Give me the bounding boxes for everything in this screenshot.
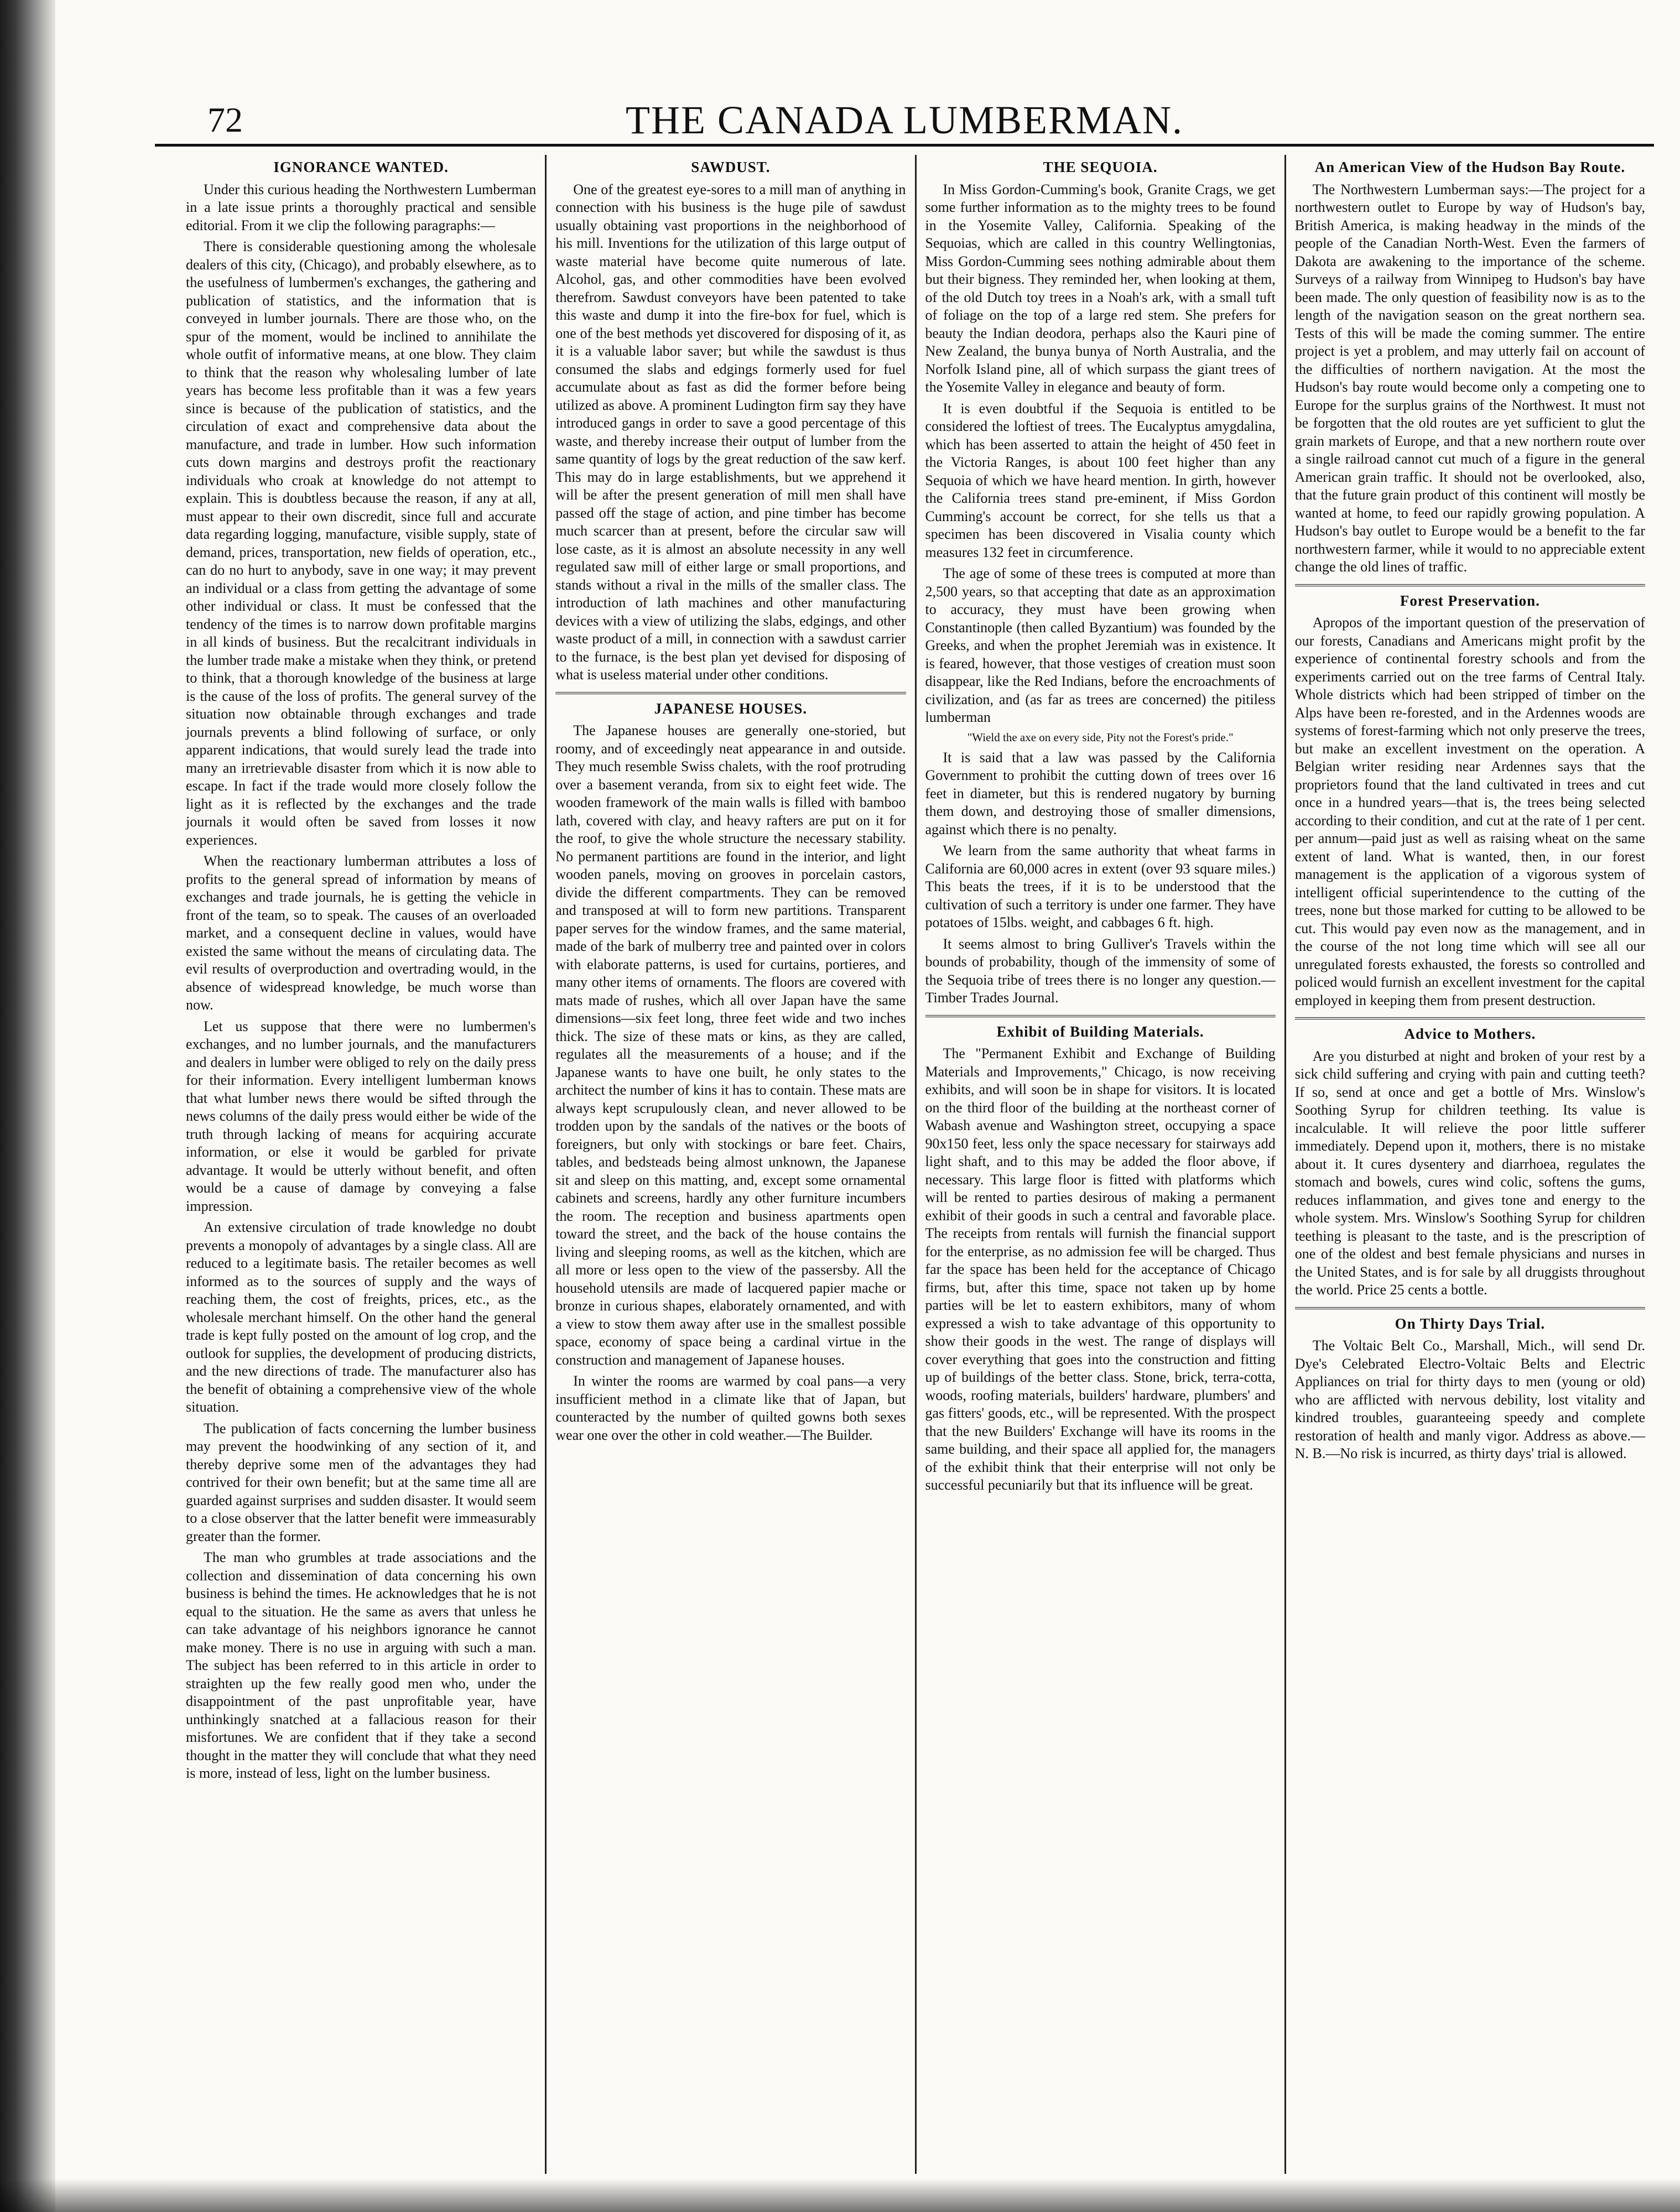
article-headline: SAWDUST.: [691, 159, 771, 175]
article-paragraph: Let us suppose that there were no lumbermen's exchanges, and no lumber journals, and the manufacturers and dealers in lumber were obliged to rely on the daily press for their information. Every intelligent lumberman knows that what lumber news there would be sifted through the news columns of the daily press would either be wide of the truth through lacking of means for acquiring accurate information, or else it would be garbled for private advantage. It would be utterly without benefit, and often would be a cause of damage by conveying a false impression.: [186, 1018, 537, 1214]
article-paragraph: It is said that a law was passed by the California Government to prohibit the cutting down of trees over 16 feet in diameter, but this is rendered nugatory by burning them down, and destroying those of smaller dimensions, against which there is no penalty.: [925, 749, 1276, 837]
article: [1295, 1307, 1645, 1463]
article: [555, 158, 906, 684]
page-number: 72: [207, 100, 243, 139]
article-paragraph: The Northwestern Lumberman says:—The project for a northwestern outlet to Europe by way of Hudson's bay, British America, is making headway in the minds of the people of the Canadian North-West. Even the farmers of Dakota are awakening to the importance of the scheme. Surveys of a railway from Winnipeg to Hudson's bay have been made. The only question of feasibility now is as to the length of the navigation season on the great northern sea. Tests of this will be made the coming summer. The entire project is yet a problem, and may utterly fail on account of the difficulties of northern navigation. At the most the Hudson's bay route would become only a competing one to Europe for the surplus grains of the Northwest. It must not be forgotten that the old routes are yet sufficient to glut the grain markets of Europe, and that a new northern route over a single railroad cannot cut much of a figure in the general American grain traffic. It should not be overlooked, also, that the future grain product of this continent will mostly be wanted at home, to feed our rapidly growing population. A Hudson's bay outlet to Europe would be a benefit to the far northwestern farmer, while it would to no appreciable extent change the old lines of traffic.: [1294, 181, 1645, 575]
column-2: [547, 155, 916, 2174]
column-3: [917, 155, 1286, 2174]
section-divider: [1295, 584, 1645, 586]
page-bottom-shadow: [0, 2179, 1680, 2212]
columns: [177, 155, 1654, 2174]
article-paragraph: When the reactionary lumberman attributes a loss of profits to the general spread of information by means of exchanges and trade journals, he is getting the vehicle in front of the team, so to speak. The causes of an overloaded market, and a consequent decline in values, would have existed the same without the means of circulating data. The evil results of overproduction and overtrading would, in the absence of widespread knowledge, be much worse than now.: [186, 853, 537, 1013]
article-paragraph: We learn from the same authority that wheat farms in California are 60,000 acres in extent (over 93 square miles.) This beats the trees, if it is to be understood that the cultivation of such a territory is under one farmer. They have potatoes of 15lbs. weight, and cabbages 6 ft. high.: [925, 842, 1276, 930]
section-divider: [1295, 1017, 1645, 1019]
article-paragraph: The publication of facts concerning the lumber business may prevent the hoodwinking of any section of it, and thereby deprive some men of the advantages they had contrived for their own benefit; but at the same time all are guarded against surprises and sudden disaster. It would seem to a close observer that the latter benefit were immeasurably greater than the former.: [186, 1420, 537, 1544]
article-paragraph: One of the greatest eye-sores to a mill man of anything in connection with his business is the huge pile of sawdust usually obtaining vast proportions in the neighborhood of his mill. Inventions for the utilization of this large output of waste material have become quite numerous of late. Alcohol, gas, and other commodities have been evolved therefrom. Sawdust conveyors have been patented to take this waste and dump it into the fire-box for fuel, which is one of the best methods yet discovered for disposing of it, as it is a valuable labor saver; but while the sawdust is thus consumed the slabs and edgings formerly used for fuel accumulate about as fast as did the former before being utilized as above. A prominent Ludington firm say they have introduced gangs in order to save a good percentage of this waste, and thereby increase their output of lumber from the same quantity of logs by the great reduction of the saw kerf. This may do in large establishments, but we apprehend it will be after the present generation of mill men shall have passed off the stage of action, and pine timber has become much scarcer than at present, before the circular saw will lose caste, as it is almost an absolute necessity in any well regulated saw mill of either large or small proportions, and stands without a rival in the mills of the smaller class. The introduction of lath machines and other manufacturing devices with a view of utilizing the slabs, edgings, and other waste product of a mill, in connection with a sawdust carrier to the furnace, is the best plan yet devised for disposing of what is useless material under other conditions.: [555, 181, 906, 683]
article-paragraph: The Japanese houses are generally one-storied, but roomy, and of exceedingly neat appearance in and outside. They much resemble Swiss chalets, with the roof protruding over a basement veranda, from six to eight feet wide. The wooden framework of the main walls is filled with bamboo lath, covered with clay, and heavy rafters are put on it for the roof, to give the whole structure the necessary stability. No permanent partitions are found in the interior, and light wooden panels, moving on grooves in porcelain castors, divide the different compartments. They can be removed and transposed at will to form new partitions. Transparent paper serves for the window frames, and the same material, made of the bark of mulberry tree and painted over in colors with elaborate patterns, is used for curtains, portieres, and many other items of ornaments. The floors are covered with mats made of rushes, which all over Japan have the same dimensions—six feet long, three feet wide and two inches thick. The size of these mats or kins, as they are called, regulates all the measurements of a house; and if the Japanese wants to have one built, he only states to the architect the number of kins it has to contain. These mats are always kept scrupulously clean, and never allowed to be trodden upon by the sandals of the natives or the boots of foreigners, but only with stockings or bare feet. Chairs, tables, and bedsteads being almost unknown, the Japanese sit and sleep on this matting, and, except some ornamental cabinets and screens, hardly any other furniture incumbers the room. The reception and business apartments open toward the street, and the back of the house contains the living and sleeping rooms, as well as the kitchen, which are all more or less open to the view of the passersby. All the household utensils are made of lacquered papier mache or bronze in curious shapes, elaborately ornamented, and with a view to stow them away after use in the smallest possible space, economy of space being a cardinal virtue in the construction and management of Japanese houses.: [555, 722, 906, 1368]
article-headline: Exhibit of Building Materials.: [996, 1023, 1204, 1040]
masthead: [155, 94, 1654, 147]
article-headline: Forest Preservation.: [1400, 592, 1540, 609]
article: [1295, 158, 1645, 576]
newspaper-page: [155, 94, 1654, 2174]
article-paragraph: The Voltaic Belt Co., Marshall, Mich., will send Dr. Dye's Celebrated Electro-Voltaic Belts and Electric Appliances on trial for thirty days to men (young or old) who are afflicted with nervous debility, lost vitality and kindred troubles, guaranteeing speedy and complete restoration of health and manly vigor. Address as above.—N. B.—No risk is incurred, as thirty days' trial is allowed.: [1294, 1337, 1645, 1461]
column-4: [1286, 155, 1654, 2174]
article-paragraph: The man who grumbles at trade associations and the collection and dissemination of data concerning his own business is behind the times. He acknowledges that he is not equal to the situation. He the same as avers that unless he can take advantage of his neighbors ignorance he cannot make money. There is no use in arguing with such a man. The subject has been referred to in this article in order to straighten up the few really good men who, under the disappointment of the past unprofitable year, have unthinkingly snatched at a fallacious reason for their misfortunes. We are confident that if they take a second thought in the matter they will conclude that what they need is more, instead of less, light on the lumber business.: [186, 1549, 537, 1781]
article-paragraph: Under this curious heading the Northwestern Lumberman in a late issue prints a thoroughly practical and sensible editorial. From it we clip the following paragraphs:—: [186, 181, 537, 233]
newspaper-title: THE CANADA LUMBERMAN.: [625, 98, 1184, 142]
article-headline: Advice to Mothers.: [1404, 1026, 1536, 1042]
article-paragraph: It is even doubtful if the Sequoia is entitled to be considered the loftiest of trees. The Eucalyptus amygdalina, which has been asserted to attain the height of 450 feet in the Victoria Ranges, is about 100 feet higher than any Sequoia of which we have heard mention. In girth, however the California trees stand pre-eminent, if Miss Gordon Cumming's account be correct, for she tells us that a specimen has been discovered in Visalia county which measures 132 feet in circumference.: [925, 400, 1276, 560]
article: [1295, 584, 1645, 1010]
article-headline: THE SEQUOIA.: [1043, 159, 1158, 175]
verse-quote: "Wield the axe on every side, Pity not the Forest's pride.": [967, 730, 1234, 744]
article-headline: IGNORANCE WANTED.: [273, 159, 449, 175]
article-headline: An American View of the Hudson Bay Route.: [1314, 159, 1626, 175]
article-headline: On Thirty Days Trial.: [1395, 1315, 1546, 1332]
article-paragraph: The age of some of these trees is computed at more than 2,500 years, so that accepting that date as an approximation to accuracy, they must have been growing when Constantinople (then called Byzantium) was founded by the Greeks, and when the prophet Jeremiah was in existence. It is feared, however, that those vestiges of creation must soon disappear, like the Red Indians, before the encroachments of civilization, and (as far as trees are concerned) the pitiless lumberman: [925, 565, 1276, 725]
article: [186, 158, 536, 1783]
article: [925, 158, 1276, 1007]
article-paragraph: In winter the rooms are warmed by coal pans—a very insufficient method in a climate like that of Japan, but counteracted by the number of quilted gowns both sexes wear one over the other in cold weather.—The Builder.: [555, 1373, 906, 1443]
article-paragraph: There is considerable questioning among the wholesale dealers of this city, (Chicago), and probably elsewhere, as to the usefulness of lumbermen's exchanges, the gathering and publication of statistics, and the information that is conveyed in lumber journals. There are those who, on the spur of the moment, would be inclined to annihilate the whole outfit of informative means, at one blow. They claim to think that the reason why wholesaling lumber of late years has become less profitable than it was a few years since is because of the publication of statistics, and the circulation of exact and comprehensive data about the manufacture, and trade in lumber. How such information cuts down margins and destroys profit the reactionary individuals who croak at knowledge do not attempt to explain. This is doubtless because the reason, if any at all, must appear to their own discredit, since full and accurate data regarding logging, manufacture, visible supply, state of demand, prices, transportation, new fields of operation, etc., can do no hurt to anybody, save in one way; it may prevent an individual or a class from getting the advantage of some other individual or class. It must be confessed that the tendency of the times is to narrow down profitable margins in all kinds of business. But the recalcitrant individuals in the lumber trade make a mistake when they think, or pretend to think, that a thorough knowledge of the business at large is the cause of the loss of profits. The general survey of the situation now obtainable through exchanges and trade journals prevents a blind following of surface, or only apparent indications, that would surely lead the trade into many an irretrievable disaster from which it is now able to escape. In fact if the trade would more closely follow the light as it is reflected by the exchanges and the trade journals it would often be saved from losses it now experiences.: [186, 238, 537, 848]
article: [925, 1015, 1276, 1495]
article: [1295, 1017, 1645, 1299]
page-binding-shadow: [0, 0, 55, 2212]
article-headline: JAPANESE HOUSES.: [654, 700, 808, 717]
article-paragraph: An extensive circulation of trade knowledge no doubt prevents a monopoly of advantages by a single class. All are reduced to a legitimate basis. The retailer becomes as well informed as to the sources of supply and the ways of reaching them, the cost of freights, prices, etc., as the wholesale merchant himself. On the other hand the general trade is kept fully posted on the amount of log crop, and the outlook for supplies, the development of producing districts, and the new directions of trade. The manufacturer also has the benefit of obtaining a comprehensive view of the whole situation.: [186, 1219, 537, 1415]
section-divider: [1295, 1307, 1645, 1309]
column-1: [177, 155, 547, 2174]
section-divider: [555, 692, 906, 694]
article-paragraph: Apropos of the important question of the preservation of our forests, Canadians and Americans might profit by the experience of continental forestry schools and from the experiments carried out on the tree farms of Central Italy. Whole districts which had been stripped of timber on the Alps have been re-forested, and in the Ardennes woods are systems of forest-farming which not only preserve the trees, but make an excellent investment on the operation. A Belgian writer residing near Ardennes says that the proprietors found that the land cultivated in trees and cut once in a hundred years—that is, the trees being selected according to their condition, and cut at the rate of 1 per cent. per annum—paid just as well as raising wheat on the same extent of land. What is wanted, then, in our forest management is the application of a vigorous system of intelligent official superintendence to the cutting of the trees, none but those marked for cutting to be allowed to be cut. This would pay even now as the management, and in the course of the not long time which will see all our unregulated forests exhausted, the forests so controlled and policed would furnish an excellent investment for the capital employed in keeping them from present destruction.: [1294, 615, 1645, 1008]
article-paragraph: In Miss Gordon-Cumming's book, Granite Crags, we get some further information as to the mighty trees to be found in the Yosemite Valley, California. Speaking of the Sequoias, which are called in this country Wellingtonias, Miss Gordon-Cumming sees nothing admirable about them but their bigness. They reminded her, when looking at them, of the old Dutch toy trees in a Noah's ark, with a small tuft of foliage on the top of a large red stem. She prefers for beauty the Indian deodora, perhaps also the Kauri pine of New Zealand, the bunya bunya of North Australia, and the Norfolk Island pine, all of which surpass the giant trees of the Yosemite Valley in elegance and beauty of form.: [925, 181, 1276, 395]
section-divider: [925, 1015, 1276, 1017]
article: [555, 692, 906, 1445]
article-paragraph: It seems almost to bring Gulliver's Travels within the bounds of probability, though of the immensity of some of the Sequoia tribe of trees there is no longer any question.—Timber Trades Journal.: [925, 935, 1276, 1006]
article-paragraph: The "Permanent Exhibit and Exchange of Building Materials and Improvements," Chicago, is now receiving exhibits, and will soon be in shape for visitors. It is located on the third floor of the building at the northeast corner of Wabash avenue and Washington street, occupying a space 90x150 feet, less only the space necessary for stairways add light shaft, and to this may be added the floor above, if necessary. This large floor is fitted with platforms which will be rented to parties desirous of making a permanent exhibit of their goods in such a central and favorable place. The receipts from rentals will furnish the financial support for the enterprise, as no admission fee will be charged. Thus far the space has been held for the acceptance of Chicago firms, but, after this time, space not taken up by home parties will be let to eastern exhibitors, many of whom expressed a wish to take advantage of this opportunity to show their goods in the west. The range of displays will cover everything that goes into the construction and fitting up of buildings of the better class. Stone, brick, terra-cotta, woods, roofing materials, builders' hardware, plumbers' and gas fitters' goods, etc., will be represented. With the prospect that the new Builders' Exchange will have its rooms in the same building, and their space all applied for, the managers of the exhibit think that their enterprise will not only be successful pecuniarily but that its influence will be great.: [925, 1045, 1276, 1493]
article-paragraph: Are you disturbed at night and broken of your rest by a sick child suffering and crying with pain and cutting teeth? If so, send at once and get a bottle of Mrs. Winslow's Soothing Syrup for children teething. Its value is incalculable. It will relieve the poor little sufferer immediately. Depend upon it, mothers, there is no mistake about it. It cures dysentery and diarrhoea, regulates the stomach and bowels, cures wind colic, softens the gums, reduces inflammation, and gives tone and energy to the whole system. Mrs. Winslow's Soothing Syrup for children teething is pleasant to the taste, and is the prescription of one of the oldest and best female physicians and nurses in the United States, and is for sale by all druggists throughout the world. Price 25 cents a bottle.: [1294, 1048, 1645, 1298]
